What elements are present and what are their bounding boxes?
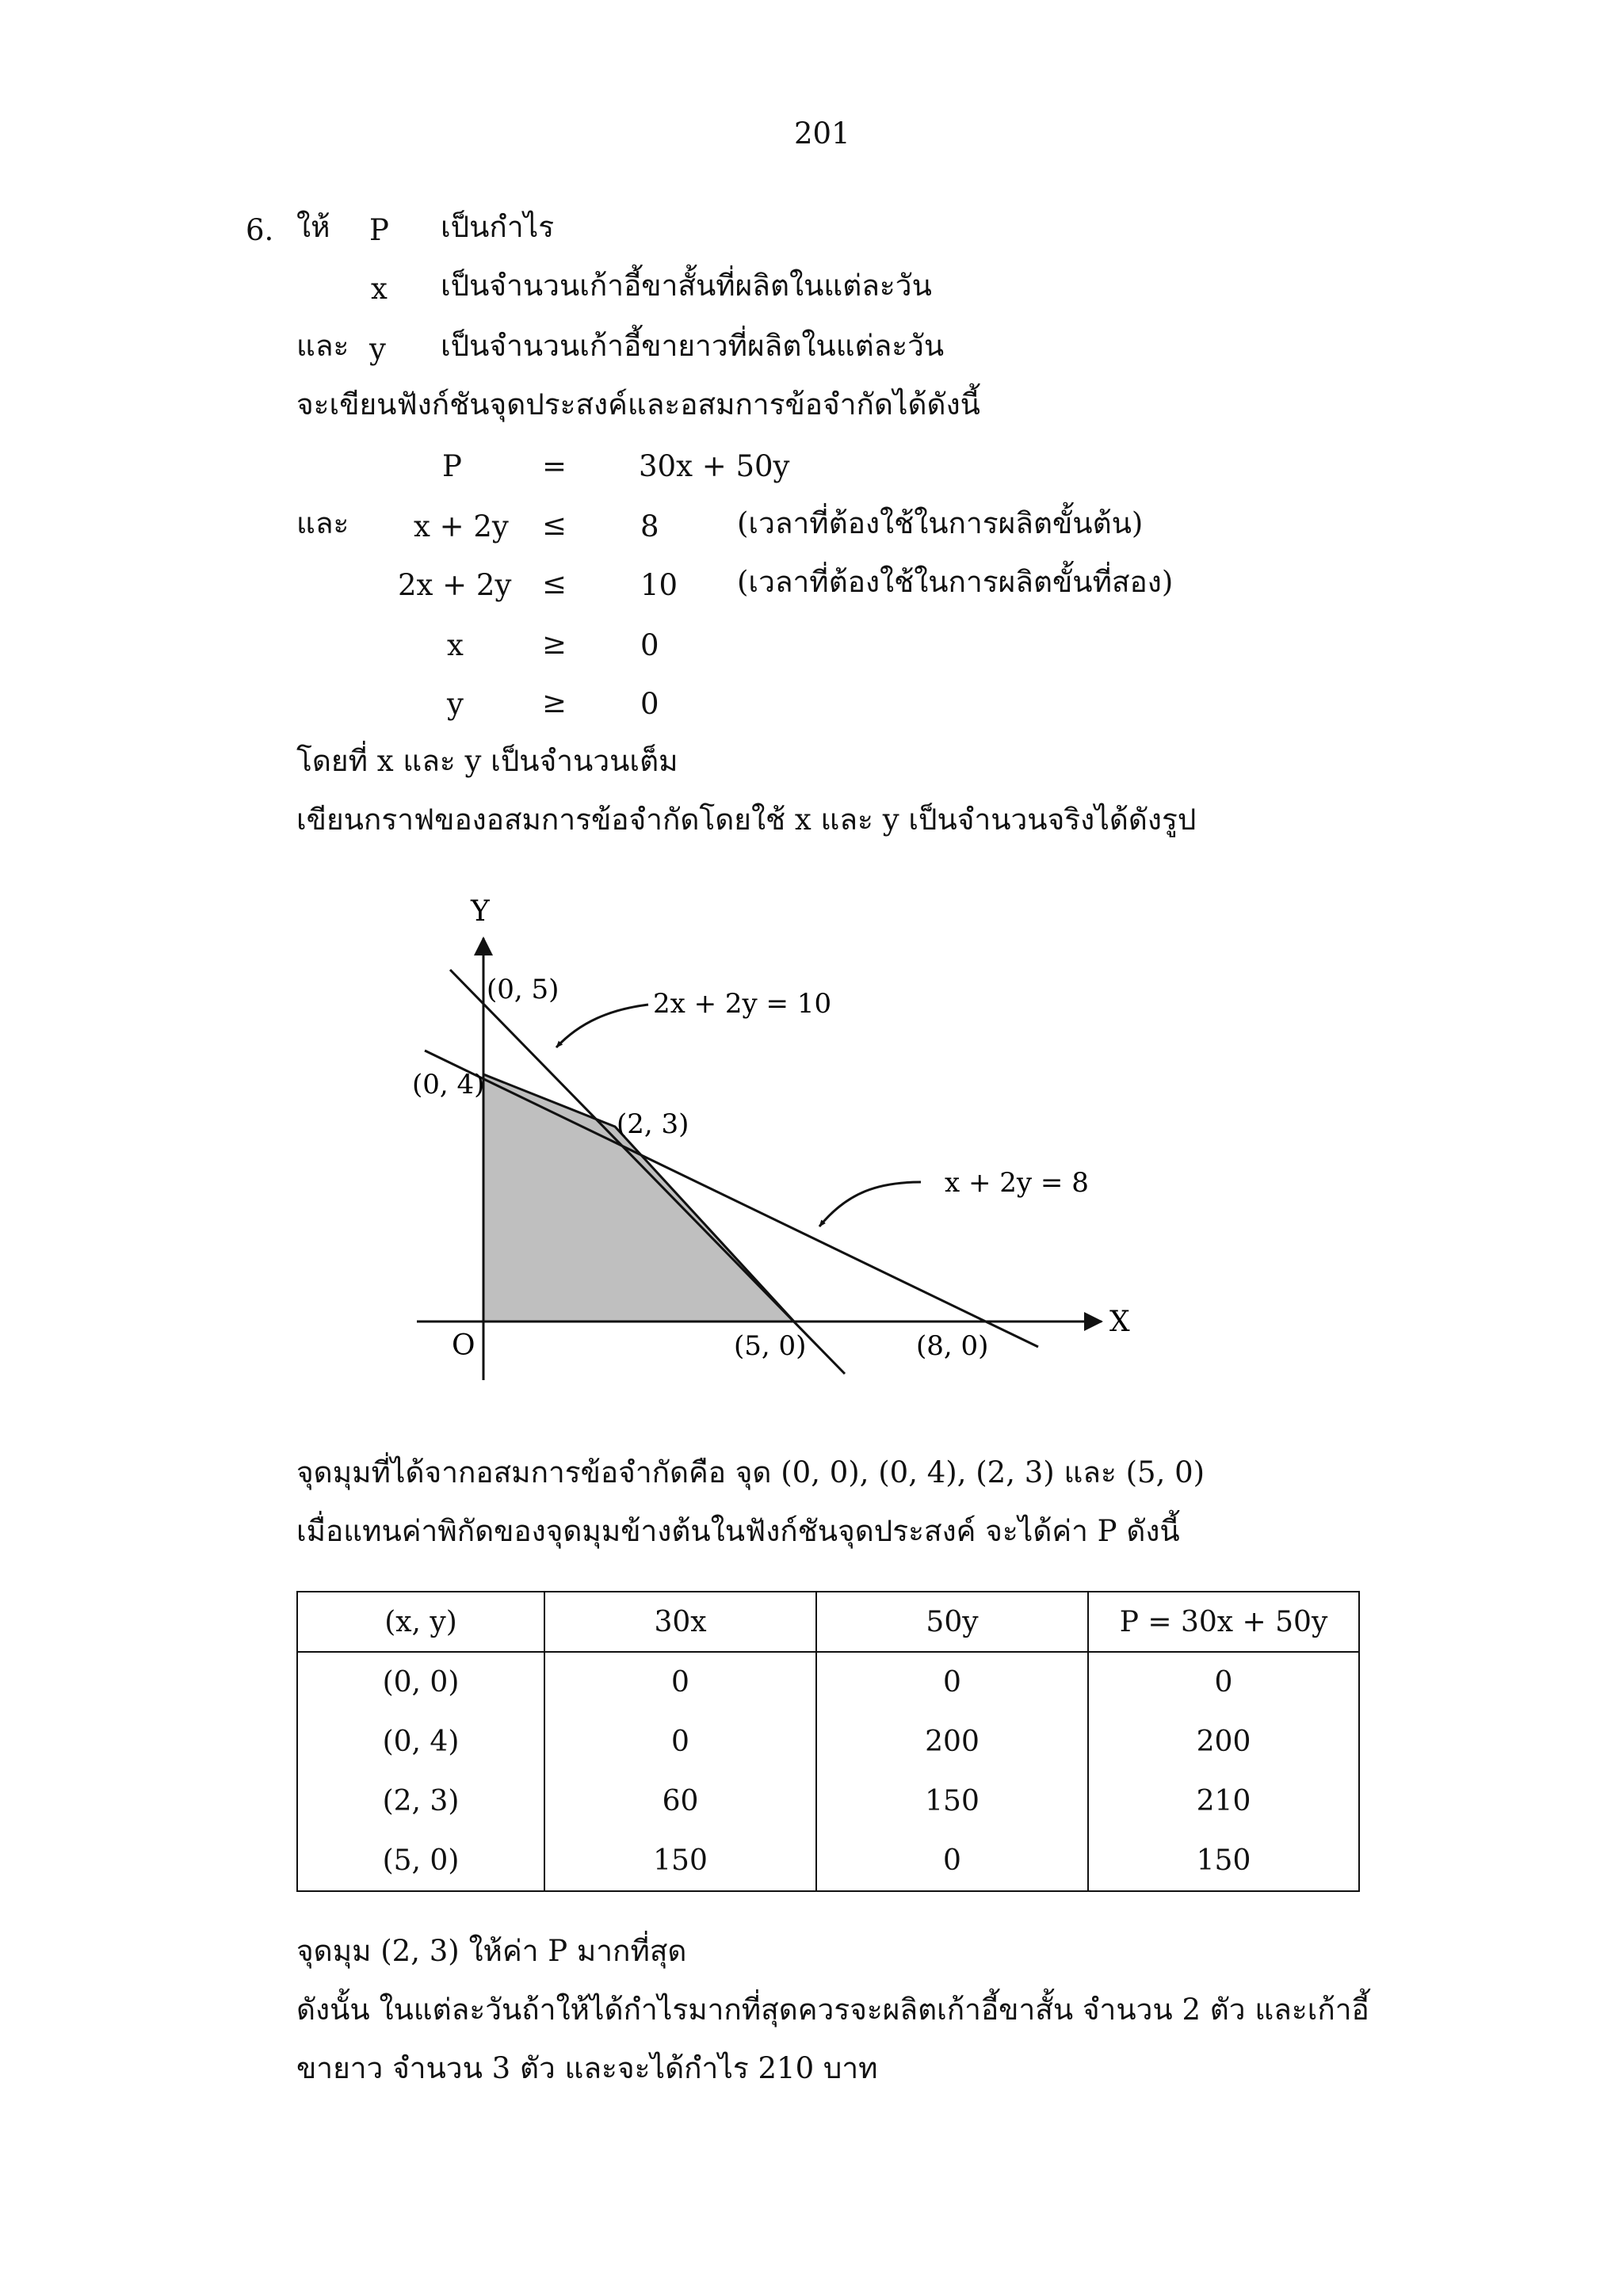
corner-points-text: จุดมุมที่ได้จากอสมการข้อจำกัดคือ จุด (0, 0), (0, 4), (2, 3) และ (5, 0) (296, 1455, 1205, 1489)
constraint-4-op: ≥ (542, 685, 567, 719)
cell-50y: 0 (816, 1652, 1088, 1712)
point-label-0-4: (0, 4) (412, 1069, 485, 1100)
problem-number: 6. (246, 213, 274, 247)
header-50y: 50y (816, 1592, 1088, 1652)
graph-intro: เขียนกราฟของอสมการข้อจำกัดโดยใช้ x และ y เป็นจำนวนจริงได้ดังรูป (296, 803, 1197, 837)
constraint-1-rhs: 8 (640, 509, 659, 543)
constraint-2-note: (เวลาที่ต้องใช้ในการผลิตขั้นที่สอง) (737, 565, 1174, 599)
header-xy: (x, y) (297, 1592, 544, 1652)
cell-30x: 60 (544, 1772, 816, 1831)
point-label-2-3: (2, 3) (617, 1108, 689, 1140)
callout-arrow-2x-2y-10 (556, 1005, 648, 1047)
constraints-prefix: และ (296, 506, 349, 540)
conclusion-line-3: ขายาว จำนวน 3 ตัว และจะได้กำไร 210 บาท (296, 2051, 878, 2085)
constraint-2-lhs: 2x + 2y (398, 568, 512, 602)
point-label-5-0: (5, 0) (734, 1330, 807, 1362)
origin-label: O (452, 1329, 475, 1362)
point-label-8-0: (8, 0) (916, 1330, 989, 1362)
conclusion-line-1: จุดมุม (2, 3) ให้ค่า P มากที่สุด (296, 1934, 687, 1968)
constraint-2-rhs: 10 (640, 568, 678, 602)
cell-50y: 0 (816, 1831, 1088, 1891)
setup-line: จะเขียนฟังก์ชันจุดประสงค์และอสมการข้อจำกัดได้ดังนี้ (296, 387, 980, 421)
table-header-row (297, 1592, 1359, 1652)
def-prefix-y: และ (296, 329, 349, 363)
header-30x: 30x (544, 1592, 816, 1652)
constraint-1-note: (เวลาที่ต้องใช้ในการผลิตขั้นต้น) (737, 506, 1144, 540)
constraint-3-lhs: x (447, 628, 464, 662)
table-row (297, 1772, 1359, 1831)
integer-note: โดยที่ x และ y เป็นจำนวนเต็ม (296, 744, 678, 778)
constraint-4-rhs: 0 (640, 687, 659, 721)
constraint-3-op: ≥ (542, 627, 567, 661)
constraint-2-op: ≤ (542, 566, 567, 601)
cell-xy: (2, 3) (297, 1772, 544, 1831)
cell-50y: 200 (816, 1712, 1088, 1772)
point-label-0-5: (0, 5) (487, 974, 559, 1005)
cell-p: 0 (1088, 1652, 1359, 1712)
header-p: P = 30x + 50y (1088, 1592, 1359, 1652)
cell-50y: 150 (816, 1772, 1088, 1831)
conclusion-line-2: ดังนั้น ในแต่ละวันถ้าให้ได้กำไรมากที่สุดควรจะผลิตเก้าอี้ขาสั้น จำนวน 2 ตัว และเก้าอี้ (296, 1993, 1369, 2027)
cell-p: 200 (1088, 1712, 1359, 1772)
objective-op: = (542, 449, 567, 483)
constraint-4-lhs: y (447, 687, 464, 721)
intro-word: ให้ (296, 210, 330, 244)
objective-rhs: 30x + 50y (639, 449, 790, 483)
cell-xy: (0, 0) (297, 1652, 544, 1712)
x-axis-arrow-icon (1084, 1312, 1103, 1331)
objective-lhs: P (442, 449, 462, 483)
callout-arrow-x-2y-8 (819, 1182, 921, 1226)
constraint-3-rhs: 0 (640, 628, 659, 662)
y-axis-label: Y (471, 895, 490, 928)
constraint-1-op: ≤ (542, 508, 567, 542)
table-row (297, 1831, 1359, 1891)
x-axis-label: X (1109, 1306, 1130, 1338)
page-number: 201 (794, 116, 850, 151)
def-symbol-p: P (369, 213, 389, 247)
y-axis-arrow-icon (474, 936, 493, 955)
substitute-text: เมื่อแทนค่าพิกัดของจุดมุมข้างต้นในฟังก์ชันจุดประสงค์ จะได้ค่า P ดังนี้ (296, 1514, 1180, 1548)
cell-xy: (0, 4) (297, 1712, 544, 1772)
line-label-x-2y-8: x + 2y = 8 (945, 1167, 1089, 1199)
cell-30x: 0 (544, 1712, 816, 1772)
cell-xy: (5, 0) (297, 1831, 544, 1891)
constraint-1-lhs: x + 2y (414, 509, 509, 543)
cell-p: 210 (1088, 1772, 1359, 1831)
cell-p: 150 (1088, 1831, 1359, 1891)
objective-values-table (296, 1591, 1360, 1892)
def-text-y: เป็นจำนวนเก้าอี้ขายาวที่ผลิตในแต่ละวัน (441, 329, 945, 363)
line-label-2x-2y-10: 2x + 2y = 10 (653, 988, 832, 1020)
def-symbol-y: y (369, 332, 386, 366)
def-text-p: เป็นกำไร (441, 210, 555, 244)
cell-30x: 150 (544, 1831, 816, 1891)
def-symbol-x: x (371, 272, 388, 306)
table-row (297, 1712, 1359, 1772)
cell-30x: 0 (544, 1652, 816, 1712)
table-row (297, 1652, 1359, 1712)
def-text-x: เป็นจำนวนเก้าอี้ขาสั้นที่ผลิตในแต่ละวัน (441, 269, 932, 303)
feasible-region-graph (372, 887, 1149, 1394)
